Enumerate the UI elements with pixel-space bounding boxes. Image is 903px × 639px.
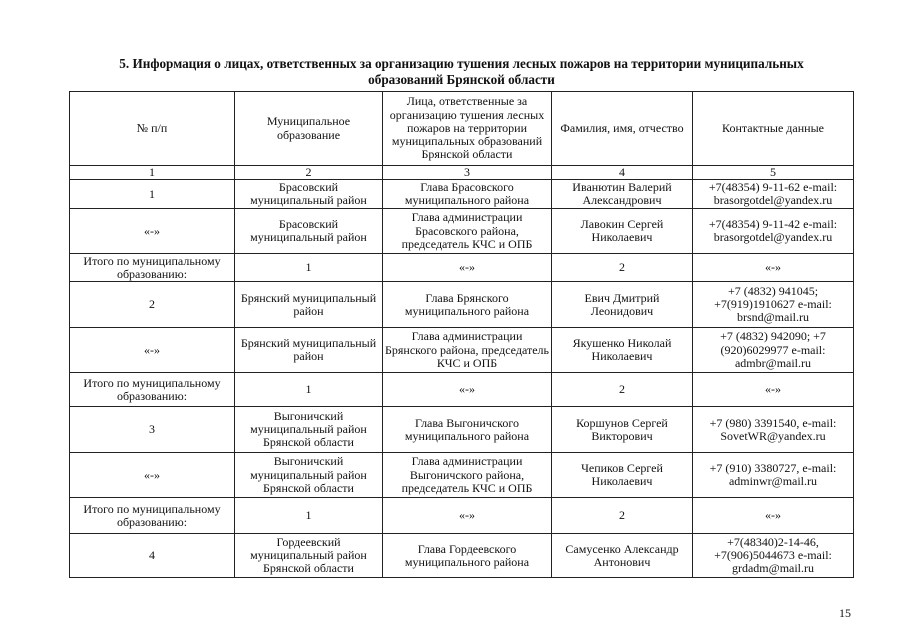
cell-contacts: «-»	[693, 254, 854, 282]
cell-number: 4	[70, 534, 235, 578]
cell-full-name: Коршунов Сергей Викторович	[552, 407, 693, 453]
cell-municipality: Брянский муниципальный район	[235, 282, 383, 328]
page-title	[70, 56, 853, 88]
table-body	[70, 180, 854, 578]
cell-contacts: +7 (4832) 941045; +7(919)1910627 e-mail: brsnd@mail.ru	[693, 282, 854, 328]
table-row	[70, 328, 854, 373]
cell-number: 1	[70, 180, 235, 209]
cell-number: 2	[70, 282, 235, 328]
cell-responsible: «-»	[383, 498, 552, 534]
cell-municipality: 1	[235, 498, 383, 534]
cell-responsible: «-»	[383, 373, 552, 407]
cell-contacts: +7 (4832) 942090; +7 (920)6029977 e-mail: admbr@mail.ru	[693, 328, 854, 373]
cell-full-name: Чепиков Сергей Николаевич	[552, 453, 693, 498]
title-line-2: образований Брянской области	[368, 72, 555, 87]
cell-number: 3	[70, 407, 235, 453]
cell-full-name: 2	[552, 373, 693, 407]
column-number: 2	[235, 166, 383, 180]
cell-contacts: +7(48354) 9-11-42 e-mail: brasorgotdel@yandex.ru	[693, 209, 854, 254]
cell-contacts: +7 (980) 3391540, e-mail: SovetWR@yandex.ru	[693, 407, 854, 453]
header-row	[70, 92, 854, 166]
table-row	[70, 373, 854, 407]
cell-municipality: Гордеевский муниципальный район Брянской области	[235, 534, 383, 578]
cell-municipality: Брянский муниципальный район	[235, 328, 383, 373]
table-row	[70, 209, 854, 254]
column-number-row	[70, 166, 854, 180]
cell-responsible: Глава администрации Брянского района, председатель КЧС и ОПБ	[383, 328, 552, 373]
cell-contacts: +7(48340)2-14-46, +7(906)5044673 e-mail: grdadm@mail.ru	[693, 534, 854, 578]
table-row	[70, 254, 854, 282]
cell-full-name: Иванютин Валерий Александрович	[552, 180, 693, 209]
header-cell-municipality: Муниципальное образование	[235, 92, 383, 166]
cell-full-name: 2	[552, 498, 693, 534]
table-row	[70, 180, 854, 209]
column-number: 4	[552, 166, 693, 180]
cell-responsible: Глава администрации Брасовского района, председатель КЧС и ОПБ	[383, 209, 552, 254]
column-number: 3	[383, 166, 552, 180]
cell-responsible: Глава Гордеевского муниципального района	[383, 534, 552, 578]
cell-municipality: Выгоничский муниципальный район Брянской области	[235, 453, 383, 498]
cell-responsible: Глава администрации Выгоничского района, председатель КЧС и ОПБ	[383, 453, 552, 498]
cell-number: «-»	[70, 209, 235, 254]
cell-municipality: Брасовский муниципальный район	[235, 180, 383, 209]
cell-contacts: +7 (910) 3380727, e-mail: adminwr@mail.ru	[693, 453, 854, 498]
cell-municipality: Выгоничский муниципальный район Брянской области	[235, 407, 383, 453]
cell-full-name: 2	[552, 254, 693, 282]
cell-number: Итого по муниципальному образованию:	[70, 254, 235, 282]
table-row	[70, 282, 854, 328]
cell-number: Итого по муниципальному образованию:	[70, 498, 235, 534]
cell-responsible: «-»	[383, 254, 552, 282]
cell-municipality: 1	[235, 254, 383, 282]
cell-contacts: «-»	[693, 373, 854, 407]
cell-responsible: Глава Брянского муниципального района	[383, 282, 552, 328]
cell-responsible: Глава Выгоничского муниципального района	[383, 407, 552, 453]
cell-municipality: Брасовский муниципальный район	[235, 209, 383, 254]
table-row	[70, 407, 854, 453]
column-number: 1	[70, 166, 235, 180]
table-row	[70, 453, 854, 498]
header-cell-number: № п/п	[70, 92, 235, 166]
cell-full-name: Евич Дмитрий Леонидович	[552, 282, 693, 328]
cell-full-name: Якушенко Николай Николаевич	[552, 328, 693, 373]
cell-number: «-»	[70, 453, 235, 498]
cell-responsible: Глава Брасовского муниципального района	[383, 180, 552, 209]
header-cell-contacts: Контактные данные	[693, 92, 854, 166]
cell-contacts: «-»	[693, 498, 854, 534]
title-line-1: 5. Информация о лицах, ответственных за организацию тушения лесных пожаров на территории муниципальных	[119, 56, 804, 71]
cell-number: Итого по муниципальному образованию:	[70, 373, 235, 407]
table-row	[70, 498, 854, 534]
table-row	[70, 534, 854, 578]
page-number: 15	[839, 606, 851, 620]
cell-contacts: +7(48354) 9-11-62 e-mail: brasorgotdel@yandex.ru	[693, 180, 854, 209]
cell-number: «-»	[70, 328, 235, 373]
column-number: 5	[693, 166, 854, 180]
header-cell-name: Фамилия, имя, отчество	[552, 92, 693, 166]
cell-full-name: Лавокин Сергей Николаевич	[552, 209, 693, 254]
cell-municipality: 1	[235, 373, 383, 407]
cell-full-name: Самусенко Александр Антонович	[552, 534, 693, 578]
responsible-persons-table	[69, 91, 854, 578]
header-cell-responsible: Лица, ответственные за организацию тушения лесных пожаров на территории муниципальных образований Брянской области	[383, 92, 552, 166]
